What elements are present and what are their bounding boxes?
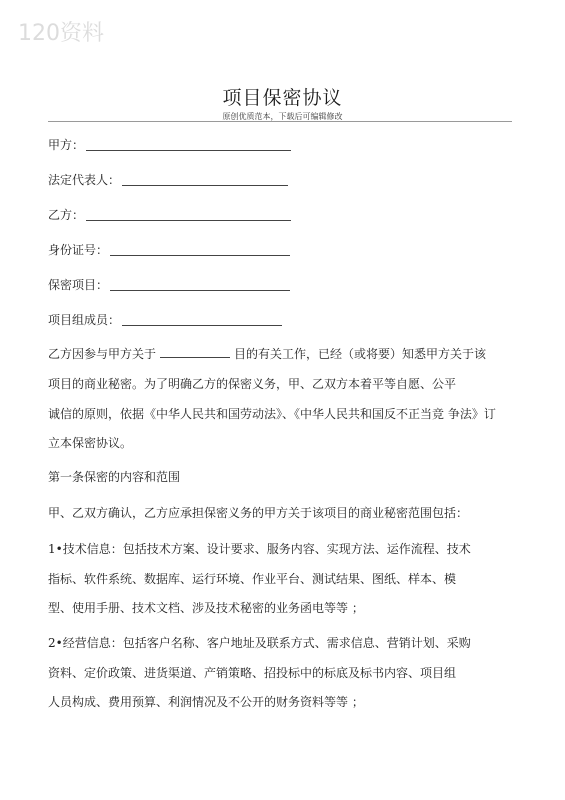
fill-blank xyxy=(160,347,230,358)
section-heading: 第一条保密的内容和范围 xyxy=(48,470,181,484)
intro-text: 目的有关工作，已经（或将要）知悉甲方关于该 xyxy=(234,347,487,361)
fill-blank xyxy=(86,219,291,221)
field-label: 甲方： xyxy=(48,138,85,152)
item-1-line-1: 1•技术信息：包括技术方案、设计要求、服务内容、实现方法、运作流程、技术 xyxy=(48,542,471,556)
item-2-line-2: 资料、定价政策、进货渠道、产销策略、招投标中的标底及标书内容、项目组 xyxy=(48,666,457,680)
document-title: 项目保密协议 xyxy=(222,87,343,109)
intro-line-1 xyxy=(48,345,486,362)
intro-line-3: 诚信的原则，依据《中华人民共和国劳动法》、《中华人民共和国反不正当竞 争法》订 xyxy=(48,407,496,421)
item-2-line-1: 2•经营信息：包括客户名称、客户地址及联系方式、需求信息、营销计划、采购 xyxy=(48,636,471,650)
fill-blank xyxy=(122,184,288,186)
item-1-line-2: 指标、软件系统、数据库、运行环境、作业平台、测试结果、图纸、样本、模 xyxy=(48,572,457,586)
document-subtitle: 原创优质范本，下载后可编辑修改 xyxy=(222,112,343,121)
field-label: 项目组成员： xyxy=(48,313,121,327)
intro-line-4: 立本保密协议。 xyxy=(48,436,133,450)
intro-line-2: 项目的商业秘密。为了明确乙方的保密义务，甲、乙双方本着平等自愿、公平 xyxy=(48,377,457,391)
fill-blank xyxy=(110,289,290,291)
field-id-number xyxy=(48,241,290,258)
item-2-line-3: 人员构成、费用预算、利润情况及不公开的财务资料等等 ； xyxy=(48,695,364,709)
fill-blank xyxy=(110,254,290,256)
fill-blank xyxy=(122,324,282,326)
field-label: 乙方： xyxy=(48,208,85,222)
field-party-a xyxy=(48,136,291,153)
fill-blank xyxy=(86,149,291,151)
watermark: 120资料 xyxy=(18,21,104,46)
field-project xyxy=(48,276,290,293)
section-paragraph: 甲、乙双方确认，乙方应承担保密义务的甲方关于该项目的商业秘密范围包括： xyxy=(48,506,469,520)
item-1-line-3: 型、使用手册、技术文档、涉及技术秘密的业务函电等等 ； xyxy=(48,601,364,615)
header-divider xyxy=(48,121,512,122)
field-label: 法定代表人： xyxy=(48,173,121,187)
intro-text: 乙方因参与甲方关于 xyxy=(48,347,157,361)
field-label: 身份证号： xyxy=(48,243,109,257)
field-legal-rep xyxy=(48,171,288,188)
field-label: 保密项目： xyxy=(48,278,109,292)
field-members xyxy=(48,311,282,328)
field-party-b xyxy=(48,206,291,223)
